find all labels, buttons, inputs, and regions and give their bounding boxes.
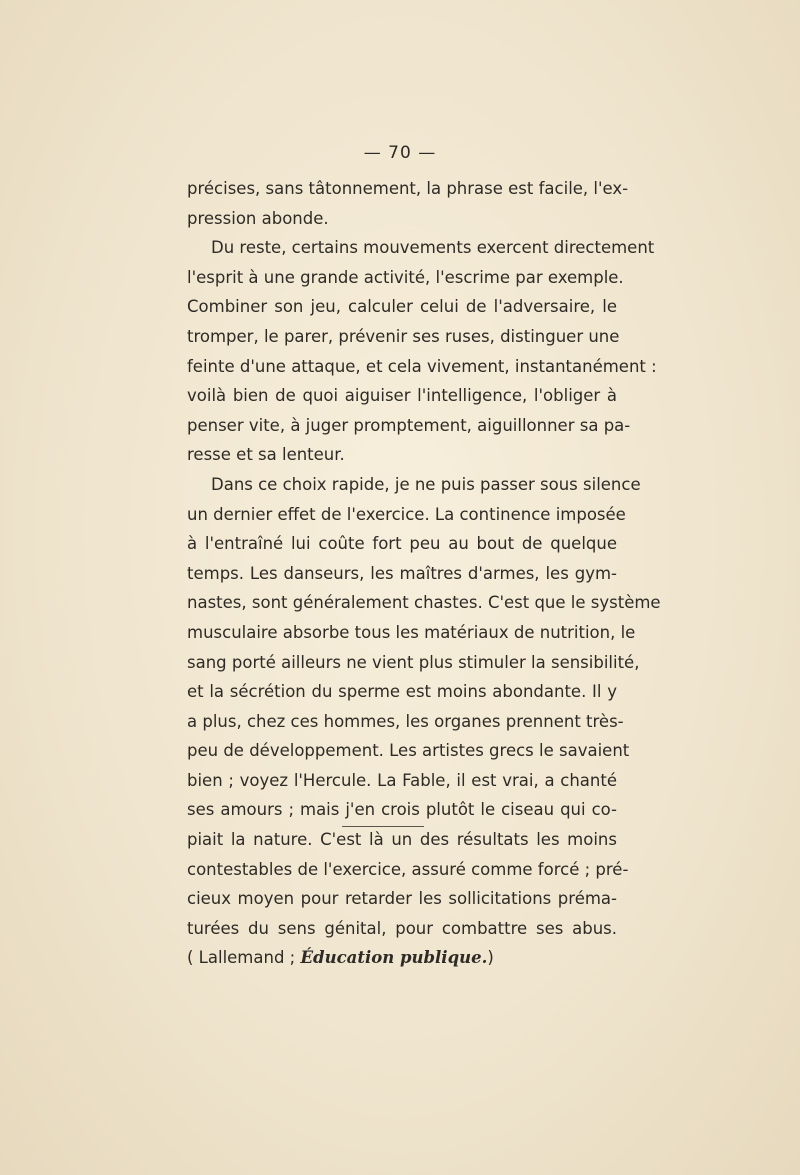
text-line: précises, sans tâtonnement, la phrase est facile, l'ex- [187, 179, 629, 198]
text-line: cieux moyen pour retarder les sollicitations préma- [187, 889, 617, 909]
text-line: peu de développement. Les artistes grecs le savaient [187, 741, 630, 761]
text-line: voilà bien de quoi aiguiser l'intelligence, l'obliger à [187, 386, 617, 406]
text-line: pression abonde. [187, 208, 329, 228]
text-line: sang porté ailleurs ne vient plus stimuler la sensibilité, [187, 652, 640, 672]
page-number: — 70 — [363, 143, 437, 163]
end-rule [342, 826, 424, 827]
text-line: contestables de l'exercice, assuré comme forcé ; pré- [187, 859, 629, 879]
citation-title: Éducation publique. [300, 948, 488, 968]
citation-suffix: ) [487, 948, 494, 968]
text-line: musculaire absorbe tous les matériaux de nutrition, le [187, 622, 636, 642]
text-line: et la sécrétion du sperme est moins abondante. Il y [187, 682, 617, 702]
text-line: bien ; voyez l'Hercule. La Fable, il est vrai, a chanté [187, 770, 617, 790]
text-line: feinte d'une attaque, et cela vivement, instantanément : [187, 356, 657, 376]
text-line: nastes, sont généralement chastes. C'est que le système [187, 593, 661, 613]
text-line: penser vite, à juger promptement, aiguillonner sa pa- [187, 415, 631, 435]
text-line: un dernier effet de l'exercice. La continence imposée [187, 504, 626, 524]
body-text [187, 174, 661, 973]
text-line: Du reste, certains mouvements exercent directement [211, 238, 655, 258]
text-line: l'esprit à une grande activité, l'escrime par exemple. [187, 267, 624, 287]
text-line: Dans ce choix rapide, je ne puis passer sous silence [211, 474, 641, 494]
text-line: ses amours ; mais j'en crois plutôt le ciseau qui co- [187, 800, 617, 820]
text-line: resse et sa lenteur. [187, 445, 345, 465]
citation-prefix: ( Lallemand ; [187, 948, 301, 968]
text-line: temps. Les danseurs, les maîtres d'armes, les gym- [187, 563, 617, 583]
text-line: a plus, chez ces hommes, les organes prennent très- [187, 711, 624, 731]
text-line: turées du sens génital, pour combattre ses abus. [187, 918, 617, 938]
citation-line [187, 943, 617, 973]
text-line: à l'entraîné lui coûte fort peu au bout de quelque [187, 534, 617, 554]
text-line: tromper, le parer, prévenir ses ruses, distinguer une [187, 326, 620, 346]
text-line: Combiner son jeu, calculer celui de l'adversaire, le [187, 297, 617, 317]
text-line: piait la nature. C'est là un des résultats les moins [187, 830, 617, 850]
